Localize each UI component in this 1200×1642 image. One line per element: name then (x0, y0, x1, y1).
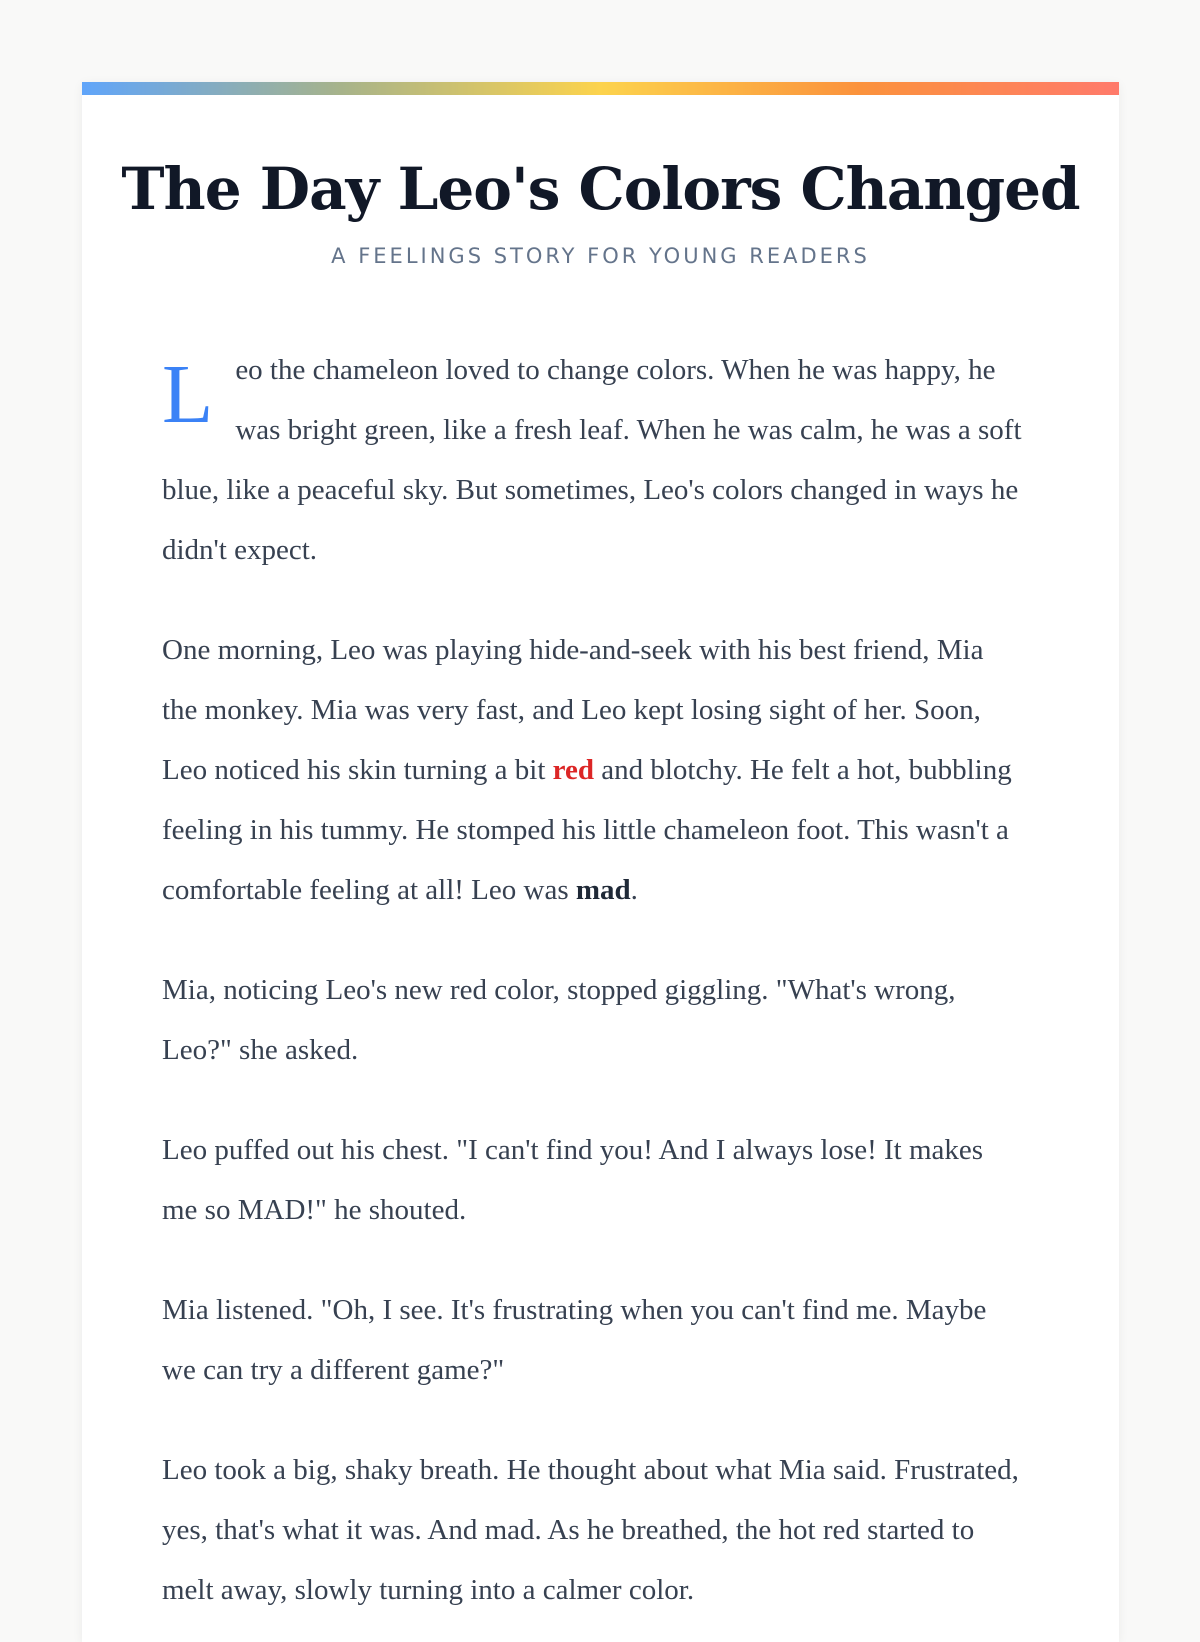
story-paragraph-2 (162, 620, 1022, 920)
story-title: The Day Leo's Colors Changed (121, 155, 1080, 223)
paragraph-2-text-start: One morning, Leo was playing hide-and-seek with his best friend, Mia the monkey. Mia was very fast, and Leo kept losing sight of her. Soon, Leo noticed his skin turning a bit (162, 634, 984, 786)
story-subtitle: A FEELINGS STORY FOR YOUNG READERS (331, 244, 870, 268)
story-body (162, 340, 1022, 1642)
story-paragraph-3: Mia, noticing Leo's new red color, stopped giggling. "What's wrong, Leo?" she asked. (162, 974, 956, 1066)
paragraph-1-text: eo the chameleon loved to change colors. When he was happy, he was bright green, like a fresh leaf. When he was calm, he was a soft blue, like a peaceful sky. But sometimes, Leo's colors changed in ways he didn't expect. (162, 354, 1022, 566)
paragraph-2-text-end: . (630, 874, 638, 906)
story-card (82, 82, 1119, 1642)
paragraph-2-text-middle: and blotchy. He felt a hot, bubbling feeling in his tummy. He stomped his little chameleon foot. This wasn't a comfortable feeling at all! Leo was (162, 754, 1012, 906)
accent-gradient-bar (82, 82, 1119, 95)
emphasis-bold-word: mad (575, 874, 631, 906)
story-paragraph-1 (162, 340, 1022, 580)
story-paragraph-4: Leo puffed out his chest. "I can't find you! And I always lose! It makes me so MAD!" he shouted. (162, 1134, 984, 1226)
drop-cap: L (162, 348, 214, 441)
emphasis-red-word: red (552, 754, 594, 786)
story-paragraph-5: Mia listened. "Oh, I see. It's frustrating when you can't find me. Maybe we can try a different game?" (162, 1294, 987, 1386)
story-paragraph-6: Leo took a big, shaky breath. He thought about what Mia said. Frustrated, yes, that's what it was. And mad. As he breathed, the hot red started to melt away, slowly turning into a calmer color. (162, 1454, 1019, 1606)
